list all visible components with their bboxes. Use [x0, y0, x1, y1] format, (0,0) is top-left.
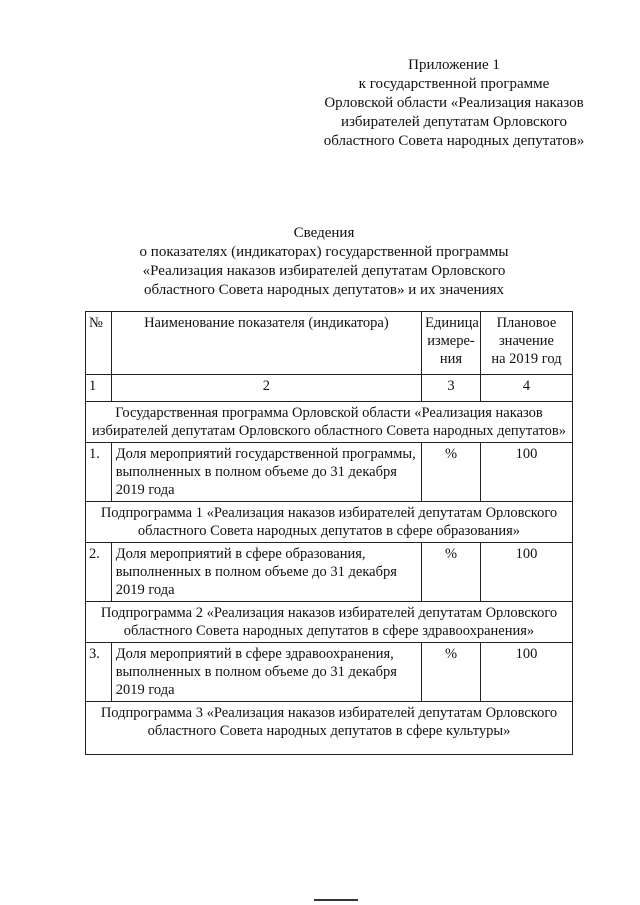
title-line: областного Совета народных депутатов» и их значениях — [144, 282, 504, 298]
appendix-line: Приложение 1 — [408, 57, 500, 73]
appendix-line: Орловской области «Реализация наказов — [324, 95, 584, 111]
subprogram-row — [86, 702, 573, 755]
appendix-header — [318, 56, 590, 151]
header-unit — [422, 312, 481, 375]
column-index-row — [86, 375, 573, 402]
row-number: 1. — [86, 443, 112, 502]
column-index: 3 — [422, 375, 481, 402]
header-plan — [480, 312, 572, 375]
row-unit: % — [422, 543, 481, 602]
header-plan-line: на 2019 год — [491, 351, 562, 367]
subprogram-title: Подпрограмма 2 «Реализация наказов избирателей депутатам Орловского областного Совета народных депутатов в сфере здравоохранения» — [86, 602, 573, 643]
row-plan-value: 100 — [480, 643, 572, 702]
row-number: 3. — [86, 643, 112, 702]
header-num: № — [86, 312, 112, 375]
header-name: Наименование показателя (индикатора) — [111, 312, 421, 375]
table-row — [86, 543, 573, 602]
row-unit: % — [422, 643, 481, 702]
column-index: 2 — [111, 375, 421, 402]
subprogram-title: Подпрограмма 1 «Реализация наказов избирателей депутатам Орловского областного Совета народных депутатов в сфере образования» — [86, 502, 573, 543]
header-unit-line: измере- — [427, 333, 475, 349]
row-number: 2. — [86, 543, 112, 602]
header-plan-line: значение — [498, 333, 554, 349]
header-row — [86, 312, 573, 375]
table-row — [86, 443, 573, 502]
indicators-table — [85, 311, 573, 755]
appendix-line: к государственной программе — [358, 76, 550, 92]
row-indicator-name: Доля мероприятий в сфере образования, выполненных в полном объеме до 31 декабря 2019 года — [111, 543, 421, 602]
row-plan-value: 100 — [480, 543, 572, 602]
subprogram-row — [86, 602, 573, 643]
row-indicator-name: Доля мероприятий государственной программы, выполненных в полном объеме до 31 декабря 2019 года — [111, 443, 421, 502]
appendix-line: избирателей депутатам Орловского — [340, 114, 568, 130]
subprogram-row — [86, 502, 573, 543]
header-plan-line: Плановое — [496, 315, 557, 331]
page-edge-mark — [314, 899, 358, 901]
document-title — [100, 224, 548, 300]
program-row — [86, 402, 573, 443]
subprogram-title: Подпрограмма 3 «Реализация наказов избирателей депутатам Орловского областного Совета народных депутатов в сфере культуры» — [86, 702, 573, 755]
header-unit-line: ния — [439, 351, 463, 367]
title-line: «Реализация наказов избирателей депутатам Орловского — [142, 263, 506, 279]
title-line: о показателях (индикаторах) государственной программы — [139, 244, 509, 260]
column-index: 4 — [480, 375, 572, 402]
title-line: Сведения — [293, 225, 355, 241]
row-plan-value: 100 — [480, 443, 572, 502]
header-unit-line: Единица — [425, 315, 479, 331]
row-indicator-name: Доля мероприятий в сфере здравоохранения, выполненных в полном объеме до 31 декабря 2019 года — [111, 643, 421, 702]
table-row — [86, 643, 573, 702]
appendix-line: областного Совета народных депутатов» — [323, 133, 585, 149]
row-unit: % — [422, 443, 481, 502]
column-index: 1 — [86, 375, 112, 402]
program-title: Государственная программа Орловской области «Реализация наказов избирателей депутатам Орловского областного Совета народных депутатов» — [86, 402, 573, 443]
